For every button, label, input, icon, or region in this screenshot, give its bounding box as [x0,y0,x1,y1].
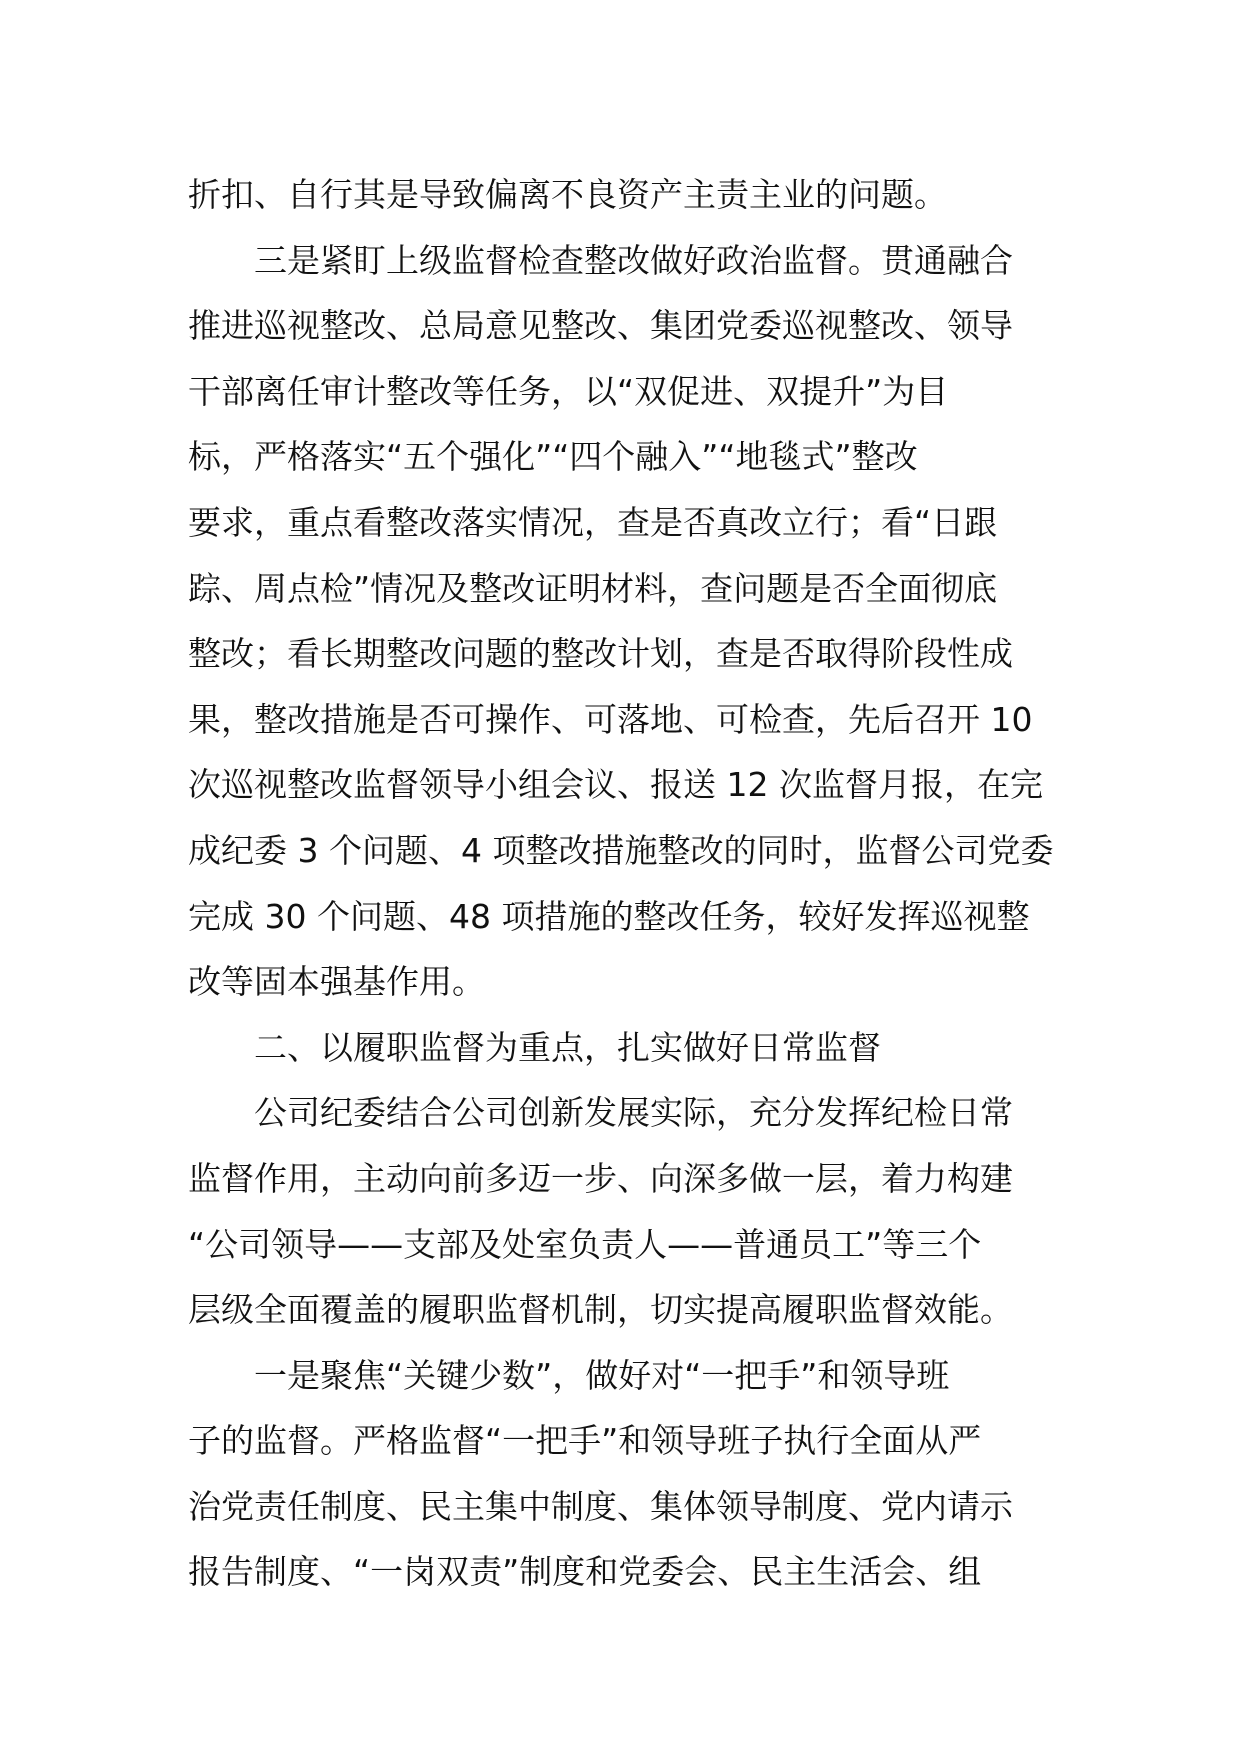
text-line: 报告制度、“一岗双责”制度和党委会、民主生活会、组 [188,1552,982,1592]
paragraph-start-line: 三是紧盯上级监督检查整改做好政治监督。贯通融合 [254,240,1013,280]
text-line: 干部离任审计整改等任务，以“双促进、双提升”为目 [188,371,949,411]
text-line: 治党责任制度、民主集中制度、集体领导制度、党内请示 [188,1486,1013,1526]
text-line: 推进巡视整改、总局意见整改、集团党委巡视整改、领导 [188,306,1013,346]
text-line: 次巡视整改监督领导小组会议、报送 12 次监督月报，在完 [188,765,1043,805]
text-line: 完成 30 个问题、48 项措施的整改任务，较好发挥巡视整 [188,896,1030,936]
text-line: 层级全面覆盖的履职监督机制，切实提高履职监督效能。 [188,1290,1013,1330]
text-line: 子的监督。严格监督“一把手”和领导班子执行全面从严 [188,1421,982,1461]
text-line: 监督作用，主动向前多迈一步、向深多做一层，着力构建 [188,1158,1013,1198]
paragraph-start-line: 公司纪委结合公司创新发展实际，充分发挥纪检日常 [254,1093,1013,1133]
text-line: 要求，重点看整改落实情况，查是否真改立行；看“日跟 [188,502,998,542]
text-line: 踪、周点检”情况及整改证明材料，查问题是否全面彻底 [188,568,998,608]
text-line: 果，整改措施是否可操作、可落地、可检查，先后召开 10 [188,699,1033,739]
document-body [188,162,1058,1605]
text-line: 标，严格落实“五个强化”“四个融入”“地毯式”整改 [188,437,918,477]
text-line: 成纪委 3 个问题、4 项整改措施整改的同时，监督公司党委 [188,830,1054,870]
paragraph-start-line: 一是聚焦“关键少数”，做好对“一把手”和领导班 [254,1355,950,1395]
text-line: 改等固本强基作用。 [188,962,485,1002]
text-line: 整改；看长期整改问题的整改计划，查是否取得阶段性成 [188,634,1013,674]
text-line: “公司领导——支部及处室负责人——普通员工”等三个 [188,1224,982,1264]
section-heading: 二、以履职监督为重点，扎实做好日常监督 [254,1027,881,1067]
text-line: 折扣、自行其是导致偏离不良资产主责主业的问题。 [188,175,947,214]
